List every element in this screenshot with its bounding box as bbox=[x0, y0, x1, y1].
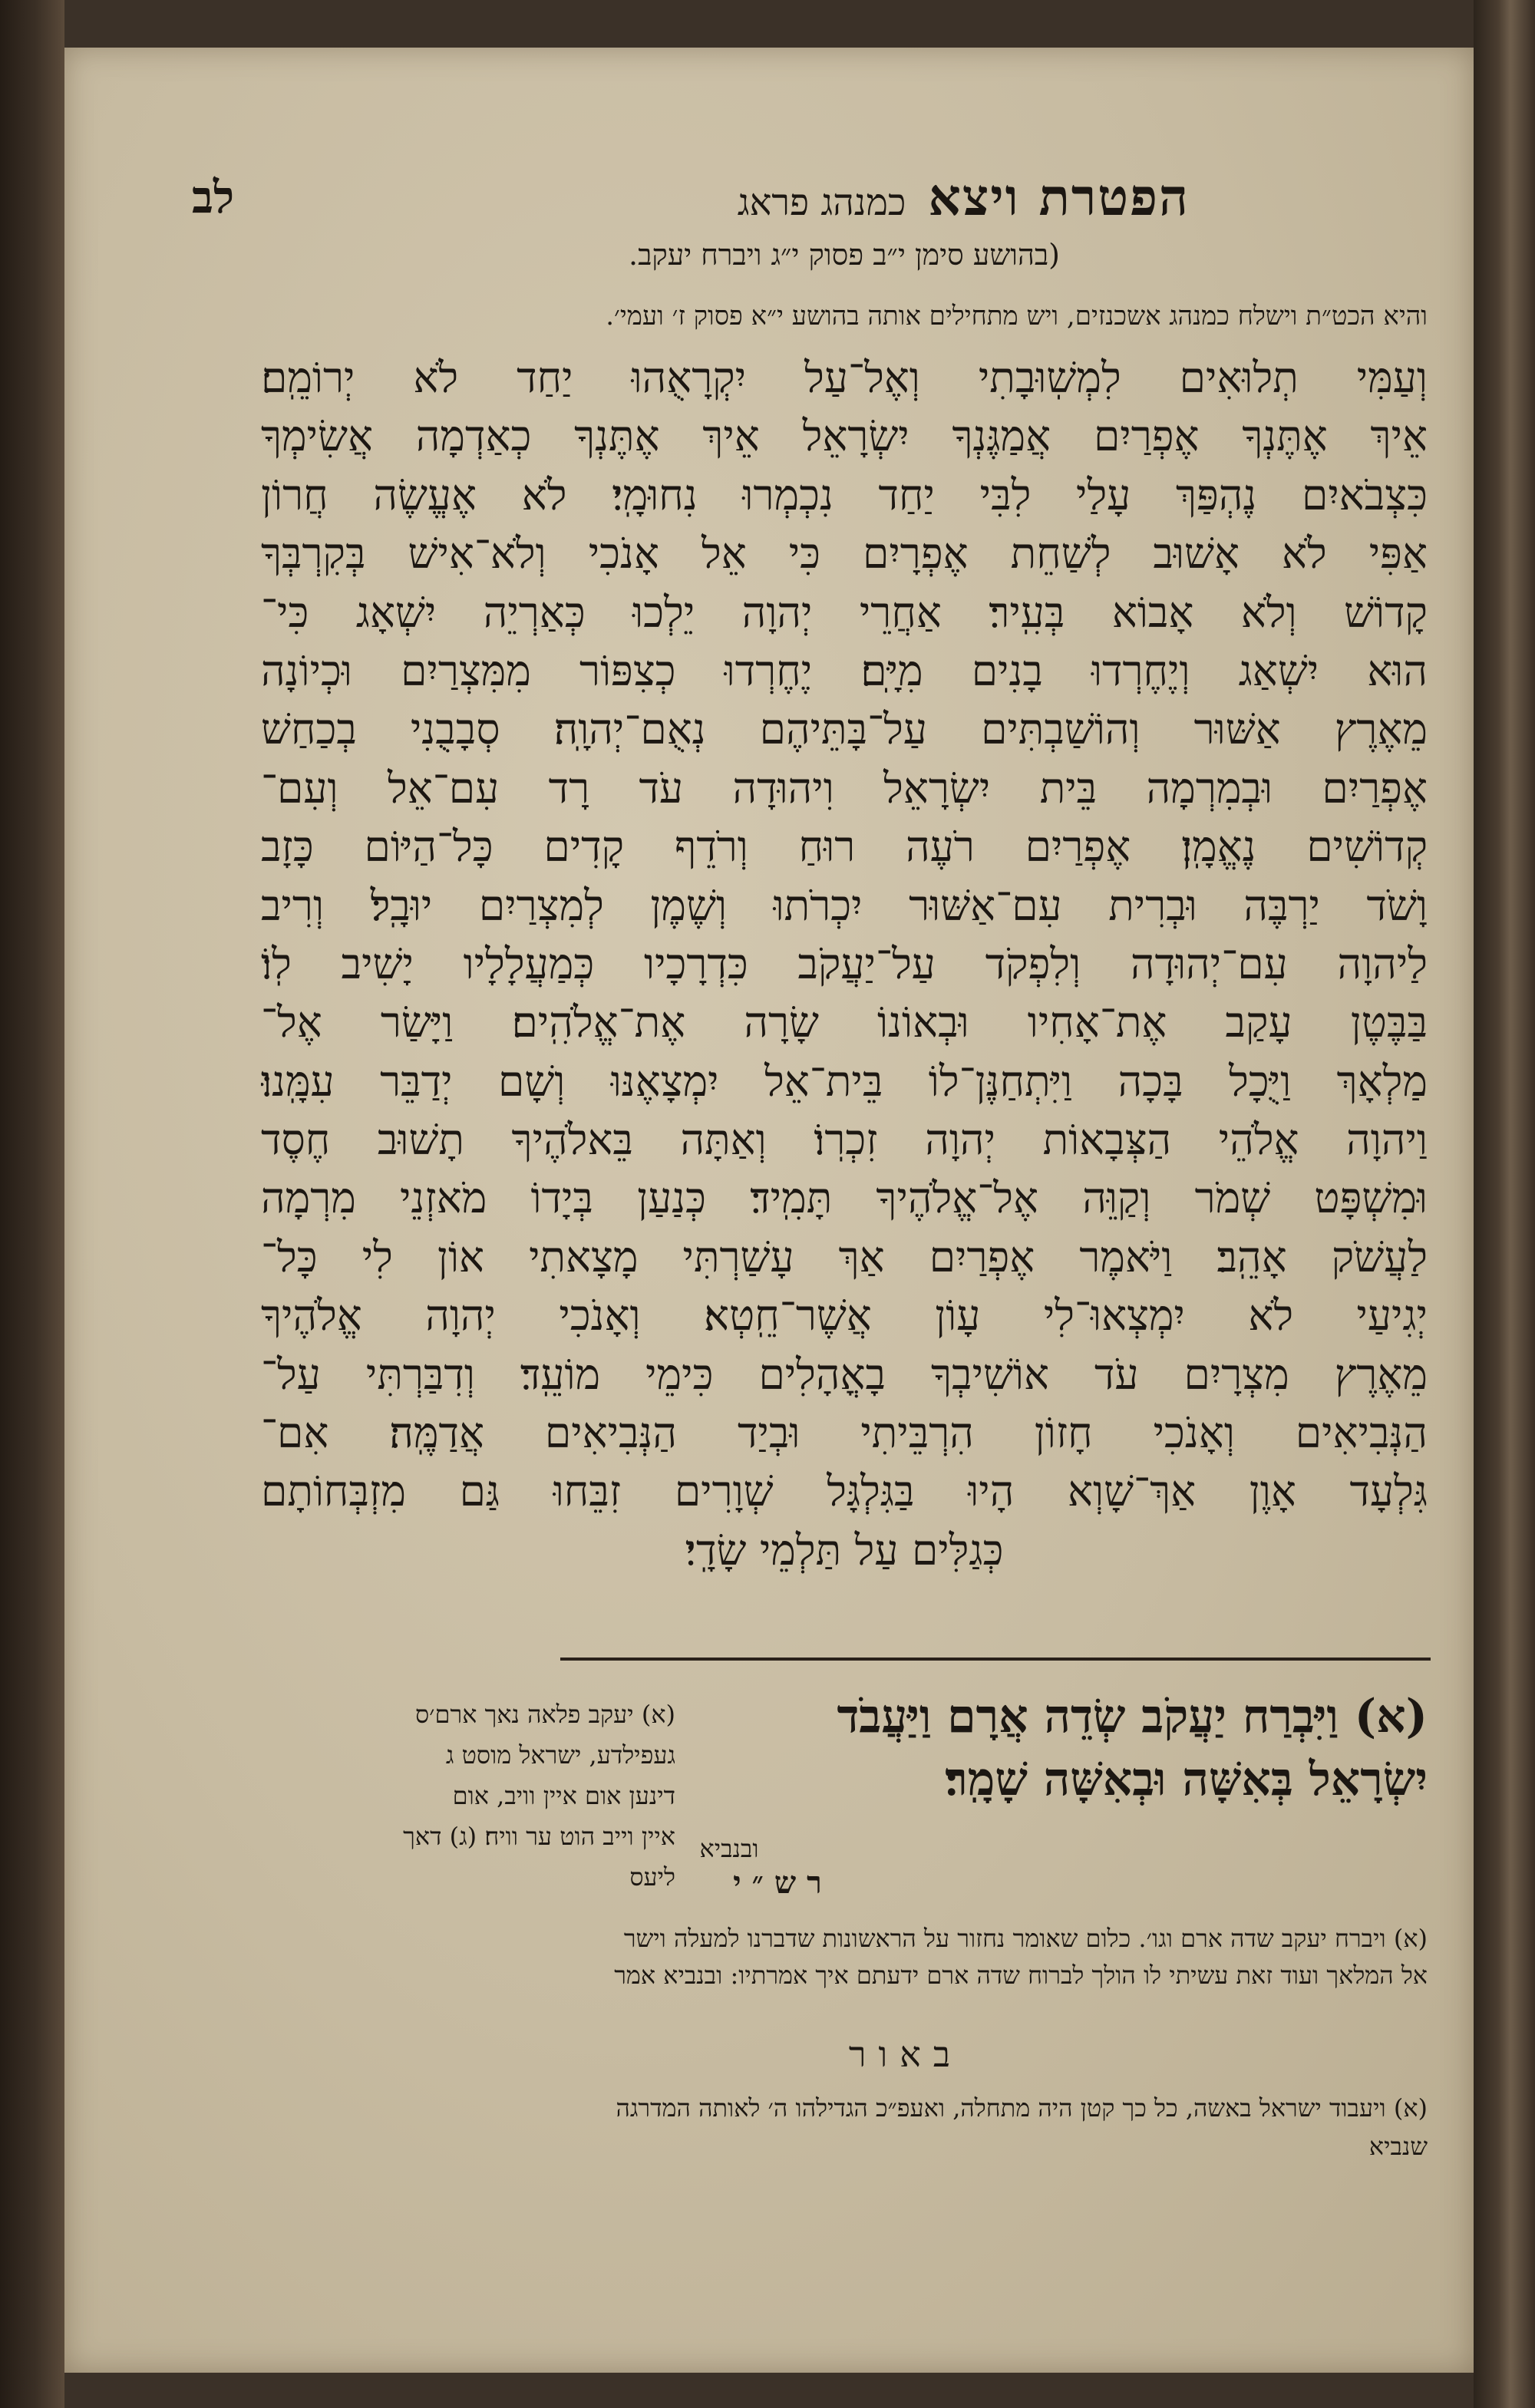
verse-line: כִּצְבֹאיִם נֶהְפַּךְ עָלַי לִבִּי יַחַד נִכְמְרוּ נִחוּמָֽי׃ לֹא אֶעֱשֶׂה חֲרוֹן bbox=[261, 470, 1428, 520]
verse-line: וָשֹׁד יַרְבֶּה וּבְרִית עִם־אַשּׁוּר יִכְרֹתוּ וְשֶׁמֶן לְמִצְרַיִם יוּבָֽל׃ וְרִיב bbox=[261, 880, 1428, 930]
yiddish-line: איין וייב הוט ער וויח׃ (ג) דאך bbox=[403, 1822, 675, 1851]
verse-line: וַיהוָה אֱלֹהֵי הַצְּבָאוֹת יְהוָה זִכְרֽוֹ׃ וְאַתָּה בֵּאלֹהֶיךָ תָשׁוּב חֶסֶד bbox=[261, 1115, 1428, 1165]
source-reference: (בהושע סימן י״ב פסוק י״ג ויברח יעקב. bbox=[629, 238, 1060, 272]
verse-line: קְדוֹשִׁים נֶאֱמָֽן׃ אֶפְרַיִם רֹעֶה רוּחַ וְרֹדֵף קָדִים כָּל־הַיּוֹם כָּזָב bbox=[261, 822, 1428, 872]
verse-line: יְגִיעַי לֹא יִמְצְאוּ־לִי עָוֹן אֲשֶׁר־חֵֽטְא׃ וְאָנֹכִי יְהוָה אֱלֹהֶיךָ bbox=[261, 1291, 1428, 1341]
custom-note: והיא הכט״ת וישלח כמנהג אשכנזים, ויש מתחילים אותה בהושע י״א פסוק ז׳ ועמי׳. bbox=[606, 301, 1428, 332]
section-custom: כמנהג פראג bbox=[737, 180, 906, 224]
verse-line: מֵאֶרֶץ אַשּׁוּר וְהוֹשַׁבְתִּים עַל־בָּתֵּיהֶם נְאֻם־יְהוָֽה׃ סְבָבֻנִי בְכַחַשׁ bbox=[261, 704, 1428, 754]
verse-line: בַּבֶּטֶן עָקַב אֶת־אָחִיו וּבְאוֹנוֹ שָׂרָה אֶת־אֱלֹהִֽים׃ וַיָּשַׂר אֶל־ bbox=[261, 998, 1428, 1047]
torah-verse-line: (א) וַיִּבְרַח יַעֲקֹב שְׂדֵה אֲרָם וַיַּעֲבֹד bbox=[837, 1690, 1428, 1743]
verse-line: הוּא יִשְׁאַג וְיֶחֶרְדוּ בָנִים מִיָּֽם׃ יֶחֶרְדוּ כְצִפּוֹר מִמִּצְרַיִם וּכְיוֹנָה bbox=[261, 645, 1428, 695]
torah-verse bbox=[691, 1685, 1428, 1811]
binding-edge-left bbox=[0, 0, 64, 2408]
verse-line: וְעַמִּי תְלוּאִים לִמְשֽׁוּבָתִי וְאֶל־עַל יִקְרָאֻהוּ יַחַד לֹא יְרוֹמֵֽם׃ bbox=[261, 353, 1428, 402]
yiddish-line: (א) יעקב פלאה נאך ארם׳ס bbox=[414, 1700, 675, 1729]
yiddish-line: דינען אום איין וויב, אום bbox=[452, 1781, 675, 1810]
verse-line: מֵאֶרֶץ מִצְרָיִם עֹד אוֹשִׁיבְךָ בָאֳהָלִים כִּימֵי מוֹעֵֽד׃ וְדִבַּרְתִּי עַל־ bbox=[261, 1349, 1428, 1399]
verse-line: לַיהוָה עִם־יְהוּדָה וְלִפְקֹד עַל־יַעֲקֹב כִּדְרָכָיו כְּמַעֲלָלָיו יָשִׁיב לֽוֹ׃ bbox=[261, 938, 1428, 988]
verse-line: אַפִּי לֹא אָשׁוּב לְשַׁחֵת אֶפְרָיִם כִּי אֵל אָנֹכִי וְלֹא־אִישׁ בְּקִרְבְּךָ bbox=[261, 529, 1428, 579]
verse-line: כְּגַלִּים עַל תַּלְמֵי שָׂדָֽי׃ bbox=[685, 1525, 1004, 1575]
rashi-commentary bbox=[276, 1920, 1428, 1994]
section-title-group bbox=[738, 167, 1190, 228]
biur-line: שנביא bbox=[1368, 2132, 1428, 2161]
running-head bbox=[192, 163, 1190, 232]
rashi-line: אל המלאך ועוד זאת עשיתי לו הולך לברוח שדה ארם ידעתם איך אמרתיו: ובנביא אמר bbox=[614, 1961, 1428, 1990]
verse-line: וּמִשְׁפָּט שְׁמֹר וְקַוֵּה אֶל־אֱלֹהֶיךָ תָּמִֽיד׃ כְּנַעַן בְּיָדוֹ מֹאזְנֵי מִרְמָה bbox=[261, 1173, 1428, 1223]
haftarah-text bbox=[261, 348, 1428, 1579]
biur-commentary bbox=[276, 2089, 1428, 2166]
page-edge-right bbox=[1474, 0, 1535, 2408]
verse-line: הַנְּבִיאִים וְאָנֹכִי חָזוֹן הִרְבֵּיתִי וּבְיַד הַנְּבִיאִים אֲדַמֶּֽה׃ אִם־ bbox=[261, 1408, 1428, 1458]
verse-line: אֶפְרַיִם וּבְמִרְמָה בֵּית יִשְׂרָאֵל וִיהוּדָה עֹד רָד עִם־אֵל וְעִם־ bbox=[261, 763, 1428, 813]
yiddish-translation bbox=[276, 1694, 675, 1898]
verse-line: לַעֲשֹׁק אָהֵֽב׃ וַיֹּאמֶר אֶפְרַיִם אַךְ עָשַׁרְתִּי מָצָאתִי אוֹן לִי כָּל־ bbox=[261, 1232, 1428, 1282]
yiddish-line: ליעס bbox=[629, 1862, 675, 1892]
rashi-line: (א) ויברח יעקב שדה ארם וגו׳. כלום שאומר נחזור על הראשונות שדברנו למעלה וישר bbox=[623, 1924, 1428, 1953]
biur-line: (א) ויעבוד ישראל באשה, כל כך קטן היה מתחלה, ואעפ״כ הגדילהו ה׳ לאותה המדרגה bbox=[616, 2093, 1428, 2123]
verse-line: גִּלְעָד אָוֶן אַךְ־שָׁוְא הָיוּ בַּגִּלְגָּל שְׁוָרִים זִבֵּחוּ גַּם מִזְבְּחוֹתָם bbox=[261, 1466, 1428, 1516]
verse-line: אֵיךְ אֶתֶּנְךָ אֶפְרַיִם אֲמַגֶּנְךָ יִשְׂרָאֵל אֵיךְ אֶתֶּנְךָ כְאַדְמָה אֲשִׂימְךָ bbox=[261, 411, 1428, 461]
section-divider bbox=[560, 1658, 1431, 1661]
torah-verse-line: יִשְׂרָאֵל בְּאִשָּׁה וּבְאִשָּׁה שָׁמָֽר׃ bbox=[945, 1753, 1428, 1806]
haftara-label: ובנביא bbox=[699, 1834, 759, 1863]
yiddish-line: געפילדע, ישראל מוסט ג bbox=[445, 1740, 675, 1770]
rashi-heading: רש״י bbox=[733, 1865, 833, 1901]
section-title: הפטרת ויצא bbox=[928, 167, 1190, 227]
verse-line: קָדוֹשׁ וְלֹא אָבוֹא בְּעִֽיר׃ אַחֲרֵי יְהוָה יֵלְכוּ כְּאַרְיֵה יִשְׁאָג כִּי־ bbox=[261, 587, 1428, 637]
page-number: לב bbox=[192, 171, 235, 223]
verse-line: מַלְאָךְ וַיֻּכָל בָּכָה וַיִּתְחַנֶּן־לוֹ בֵּית־אֵל יִמְצָאֶנּוּ וְשָׁם יְדַבֵּר עִמָּֽנוּ׃ bbox=[261, 1056, 1428, 1106]
biur-heading: באור bbox=[848, 2034, 963, 2075]
